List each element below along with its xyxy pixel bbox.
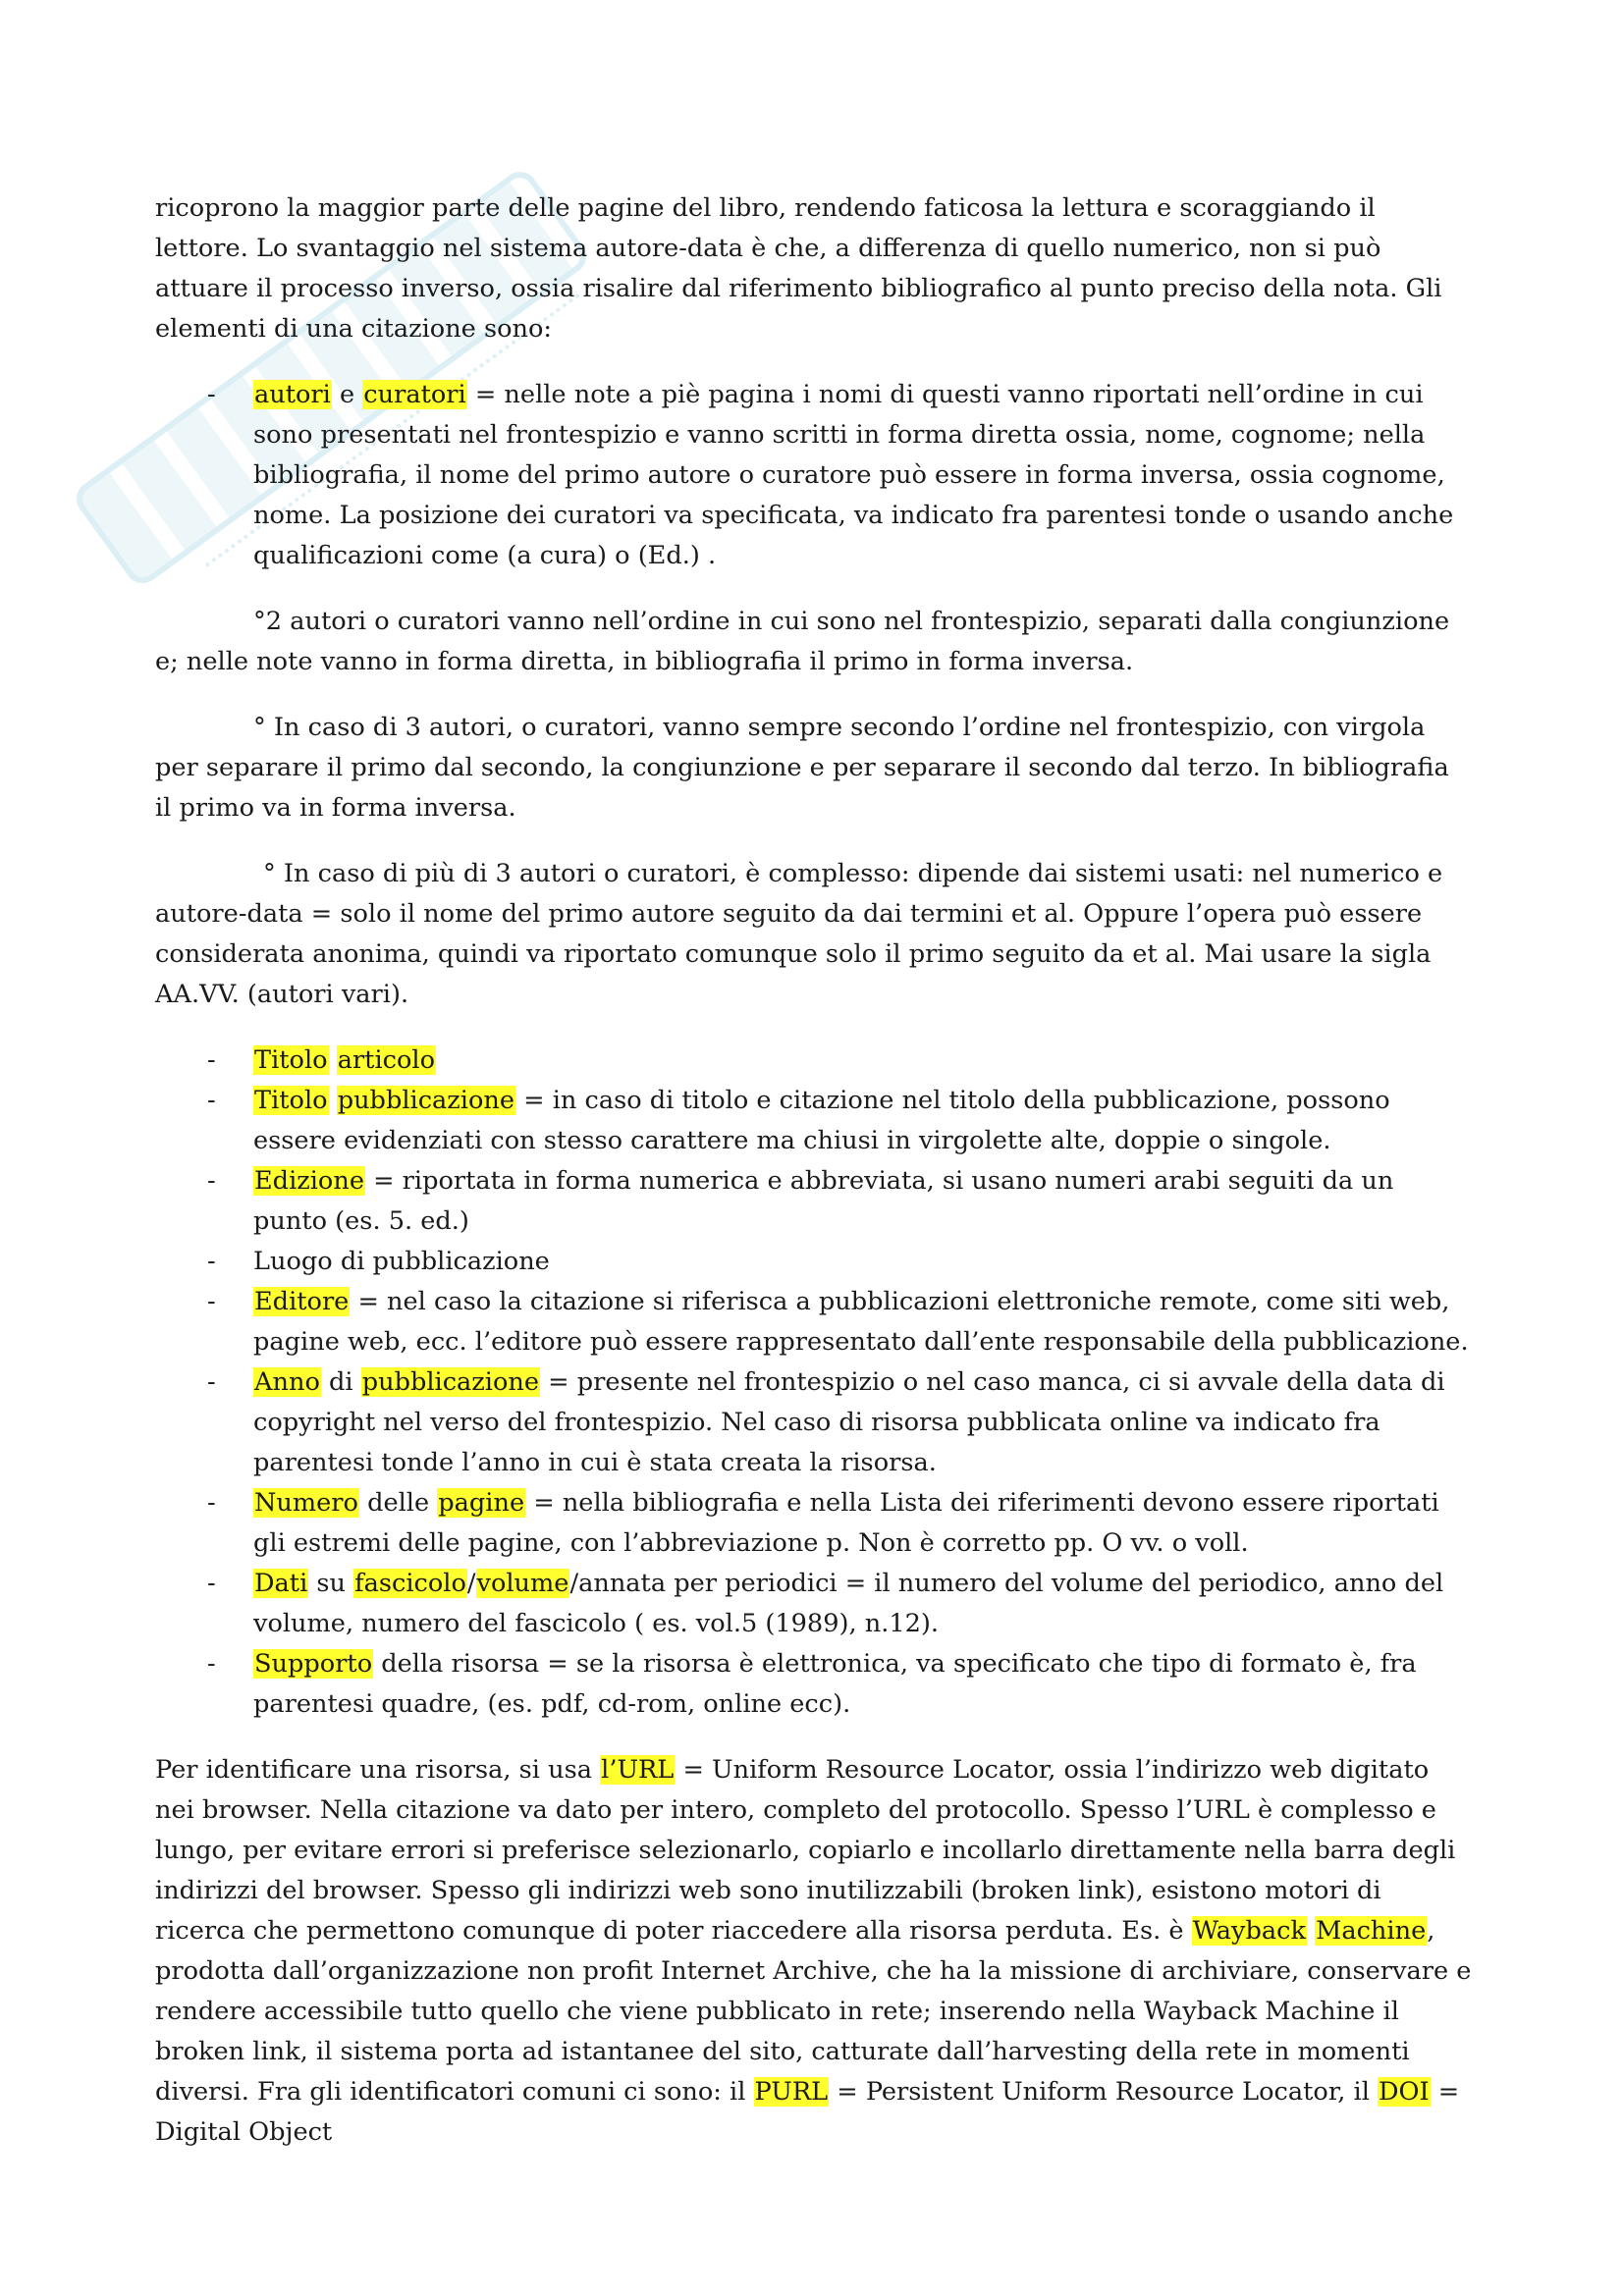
highlight: curatori <box>363 380 466 409</box>
highlight: fascicolo <box>354 1569 466 1598</box>
paragraph-three-authors: ° In caso di 3 autori, o curatori, vanno sempre secondo l’ordine nel frontespizio, con virgola per separare il primo dal secondo, la congiunzione e per separare il secondo dal terzo. In bibliografia il primo va in forma inversa. <box>155 713 1449 823</box>
highlight: Editore <box>254 1287 350 1316</box>
highlight: Anno <box>254 1367 320 1397</box>
list-item-anno: - Anno di pubblicazione = presente nel frontespizio o nel caso manca, ci si avvale della data di copyright nel verso del frontespizio. Nel caso di risorsa pubblicata online va indicato fra parentesi tonde l’anno in cui è stata creata la risorsa. <box>155 1362 1473 1483</box>
highlight: pubblicazione <box>337 1086 514 1115</box>
highlight: pagine <box>438 1488 525 1518</box>
highlight: Machine <box>1316 1916 1427 1946</box>
highlight: Edizione <box>254 1166 364 1196</box>
highlight: pubblicazione <box>361 1367 540 1397</box>
highlight: Titolo <box>254 1045 328 1075</box>
paragraph-intro: ricoprono la maggior parte delle pagine del libro, rendendo faticosa la lettura e scoraggiando il lettore. Lo svantaggio nel sistema autore-data è che, a differenza di quello numerico, non si può attuare il processo inverso, ossia risalire dal riferimento bibliografico al punto preciso della nota. Gli elementi di una citazione sono: <box>155 193 1442 344</box>
list-item-autori: - autori e curatori = nelle note a piè pagina i nomi di questi vanno riportati nell’ordine in cui sono presentati nel frontespizio e vanno scritti in forma diretta ossia, nome, cognome; nella bibliografia, il nome del primo autore o curatore può essere in forma inversa, ossia cognome, nome. La posizione dei curatori va specificata, va indicato fra parentesi tonde o usando anche qualificazioni come (a cura) o (Ed.) . <box>155 375 1473 576</box>
highlight: Supporto <box>254 1649 373 1679</box>
highlight: volume <box>476 1569 569 1598</box>
highlight: l’URL <box>601 1755 675 1785</box>
list-item-dati-fascicolo: - Dati su fascicolo/volume/annata per periodici = il numero del volume del periodico, anno del volume, numero del fascicolo ( es. vol.5 (1989), n.12). <box>155 1564 1473 1644</box>
paragraph-more-authors: ° In caso di più di 3 autori o curatori, è complesso: dipende dai sistemi usati: nel numerico e autore-data = solo il nome del primo autore seguito da dai termini et al. Oppure l’opera può essere considerata anonima, quindi va riportato comunque solo il primo seguito da et al. Mai usare la sigla AA.VV. (autori vari). <box>155 859 1443 1009</box>
list-item-edizione: - Edizione = riportata in forma numerica e abbreviata, si usano numeri arabi seguiti da un punto (es. 5. ed.) <box>155 1161 1473 1242</box>
list-item-editore: - Editore = nel caso la citazione si riferisca a pubblicazioni elettroniche remote, come siti web, pagine web, ecc. l’editore può essere rappresentato dall’ente responsabile della pubblicazione. <box>155 1282 1473 1362</box>
highlight: Numero <box>254 1488 358 1518</box>
list-item-titolo-articolo <box>155 1041 1473 1081</box>
document-page <box>155 188 1473 2153</box>
list-item-luogo: - Luogo di pubblicazione <box>155 1242 1473 1282</box>
highlight: DOI <box>1379 2077 1430 2107</box>
highlight: autori <box>254 380 331 409</box>
list-citation-elements <box>155 1041 1473 1725</box>
highlight: Dati <box>254 1569 308 1598</box>
list-item-supporto: - Supporto della risorsa = se la risorsa è elettronica, va specificato che tipo di formato è, fra parentesi quadre, (es. pdf, cd-rom, online ecc). <box>155 1644 1473 1725</box>
list-item-numero-pagine: - Numero delle pagine = nella bibliografia e nella Lista dei riferimenti devono essere riportati gli estremi delle pagine, con l’abbreviazione p. Non è corretto pp. O vv. o voll. <box>155 1483 1473 1564</box>
paragraph-two-authors: °2 autori o curatori vanno nell’ordine in cui sono nel frontespizio, separati dalla congiunzione e; nelle note vanno in forma diretta, in bibliografia il primo in forma inversa. <box>155 607 1450 676</box>
highlight: PURL <box>754 2077 829 2107</box>
list-item-titolo-pubblicazione: - Titolo pubblicazione = in caso di titolo e citazione nel titolo della pubblicazione, possono essere evidenziati con stesso carattere ma chiusi in virgolette alte, doppie o singole. <box>155 1081 1473 1161</box>
paragraph-url: Per identificare una risorsa, si usa l’URL = Uniform Resource Locator, ossia l’indirizzo web digitato nei browser. Nella citazione va dato per intero, completo del protocollo. Spesso l’URL è complesso e lungo, per evitare errori si preferisce selezionarlo, copiarlo e incollarlo direttamente nella barra degli indirizzi del browser. Spesso gli indirizzi web sono inutilizzabili (broken link), esistono motori di ricerca che permettono comunque di poter riaccedere alla risorsa perduta. Es. è Wayback Machine, prodotta dall’organizzazione non profit Internet Archive, che ha la missione di archiviare, conservare e rendere accessibile tutto quello che viene pubblicato in rete; inserendo nella Wayback Machine il broken link, il sistema porta ad istantanee del sito, catturate dall’harvesting della rete in momenti diversi. Fra gli identificatori comuni ci sono: il PURL = Persistent Uniform Resource Locator, il DOI = Digital Object <box>155 1755 1472 2147</box>
list-authors <box>155 375 1473 576</box>
highlight: Wayback <box>1192 1916 1306 1946</box>
highlight: Titolo <box>254 1086 328 1115</box>
highlight: articolo <box>337 1045 435 1075</box>
